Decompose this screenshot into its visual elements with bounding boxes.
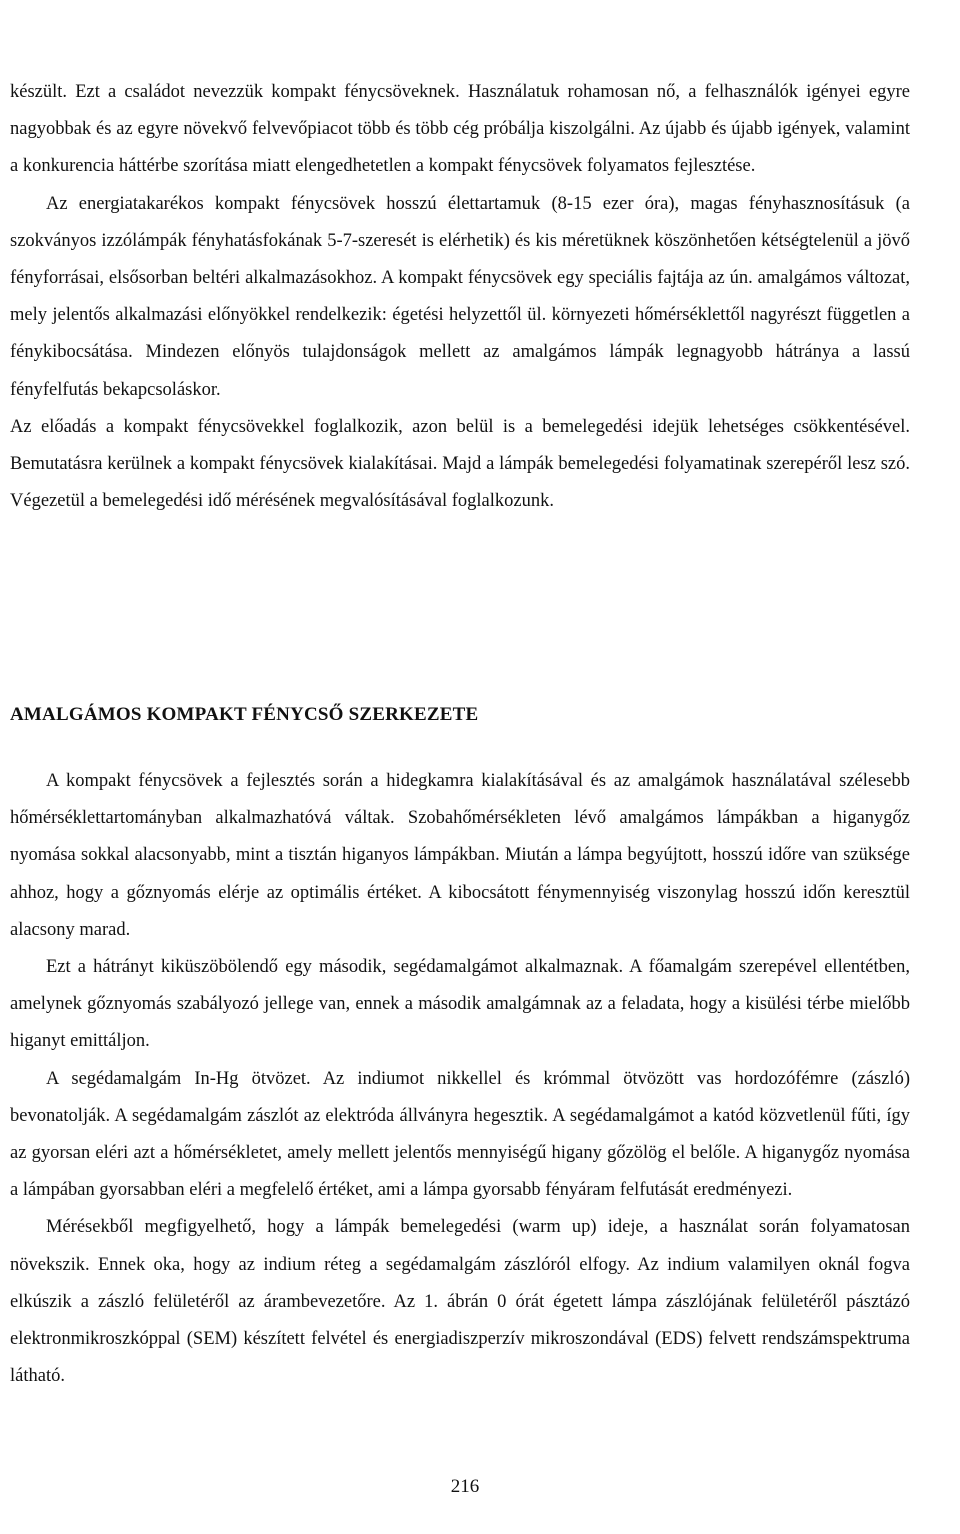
section-paragraph-2: Ezt a hátrányt kiküszöbölendő egy második, segédamalgámot alkalmaznak. A főamalgám szerepével ellentétben, amelynek gőznyomás szabályozó jellege van, ennek a második amalgámnak az a feladata, hogy a kisülési térbe mielőbb higanyt emittáljon. xyxy=(10,957,910,1052)
section-paragraph-4: Mérésekből megfigyelhető, hogy a lámpák bemelegedési (warm up) ideje, a használat során folyamatosan növekszik. Ennek oka, hogy az indium réteg a segédamalgám zászlóról elfogy. Az indium valamilyen oknál fogva elkúszik a zászló felületéről az árambevezetőre. Az 1. ábrán 0 órát égetett lámpa zászlójának felületéről pásztázó elektronmikroszkóppal (SEM) készített felvétel és energiadiszperzív mikroszondával (EDS) felvett rendszámspektruma látható. xyxy=(10,1217,910,1387)
page-number: 216 xyxy=(450,1476,480,1497)
section-heading: AMALGÁMOS KOMPAKT FÉNYCSŐ SZERKEZETE xyxy=(10,704,479,725)
intro-paragraph-3: Az előadás a kompakt fénycsövekkel foglalkozik, azon belül is a bemelegedési idejük lehetséges csökkentésével. Bemutatásra kerülnek a kompakt fénycsövek kialakításai. Majd a lámpák bemelegedési folyamatinak szerepéről lesz szó. Végezetül a bemelegedési idő mérésének megvalósításával foglalkozunk. xyxy=(10,416,910,512)
section-paragraph-3: A segédamalgám In-Hg ötvözet. Az indiumot nikkellel és krómmal ötvözött vas hordozófémre (zászló) bevonatolják. A segédamalgám zászlót az elektróda állványra hegesztik. A segédamalgámot a katód közvetlenül fűti, így az gyorsan eléri azt a hőmérsékletet, amely mellett jelentős mennyiségű higany gőzölög el belőle. A higanygőz nyomása a lámpában gyorsabban eléri a megfelelő értéket, ami a lámpa gyorsabb fényáram felfutását eredményezi. xyxy=(10,1068,910,1201)
section-paragraph-1: A kompakt fénycsövek a fejlesztés során a hidegkamra kialakításával és az amalgámok használatával szélesebb hőmérséklettartományban alkalmazhatóvá váltak. Szobahőmérsékleten lévő amalgámos lámpákban a higanygőz nyomása sokkal alacsonyabb, mint a tisztán higanyos lámpákban. Miután a lámpa begyújtott, hosszú időre van szüksége ahhoz, hogy a gőznyomás elérje az optimális értéket. A kibocsátott fénymennyiség viszonylag hosszú időn keresztül alacsony marad. xyxy=(10,771,910,940)
intro-paragraph-1: készült. Ezt a családot nevezzük kompakt fénycsöveknek. Használatuk rohamosan nő, a felhasználók igényei egyre nagyobbak és az egyre növekvő felvevőpiacot több és több cég próbálja kiszolgálni. Az újabb és újabb igények, valamint a konkurencia háttérbe szorítása miatt elengedhetetlen a kompakt fénycsövek folyamatos fejlesztése. xyxy=(10,82,910,177)
section-text-block xyxy=(10,763,910,1395)
intro-text-block xyxy=(10,74,910,520)
intro-paragraph-2: Az energiatakarékos kompakt fénycsövek hosszú élettartamuk (8-15 ezer óra), magas fényhasznosításuk (a szokványos izzólámpák fényhatásfokának 5-7-szeresét is elérhetik) és kis méretüknek köszönhetően kétségtelenül a jövő fényforrásai, elsősorban beltéri alkalmazásokhoz. A kompakt fénycsövek egy speciális fajtája az ún. amalgámos változat, mely jelentős alkalmazási előnyökkel rendelkezik: égetési helyzettől ül. környezeti hőmérséklettől nagyrészt független a fénykibocsátása. Mindezen előnyös tulajdonságok mellett az amalgámos lámpák legnagyobb hátránya a lassú fényfelfutás bekapcsoláskor. xyxy=(10,193,910,400)
